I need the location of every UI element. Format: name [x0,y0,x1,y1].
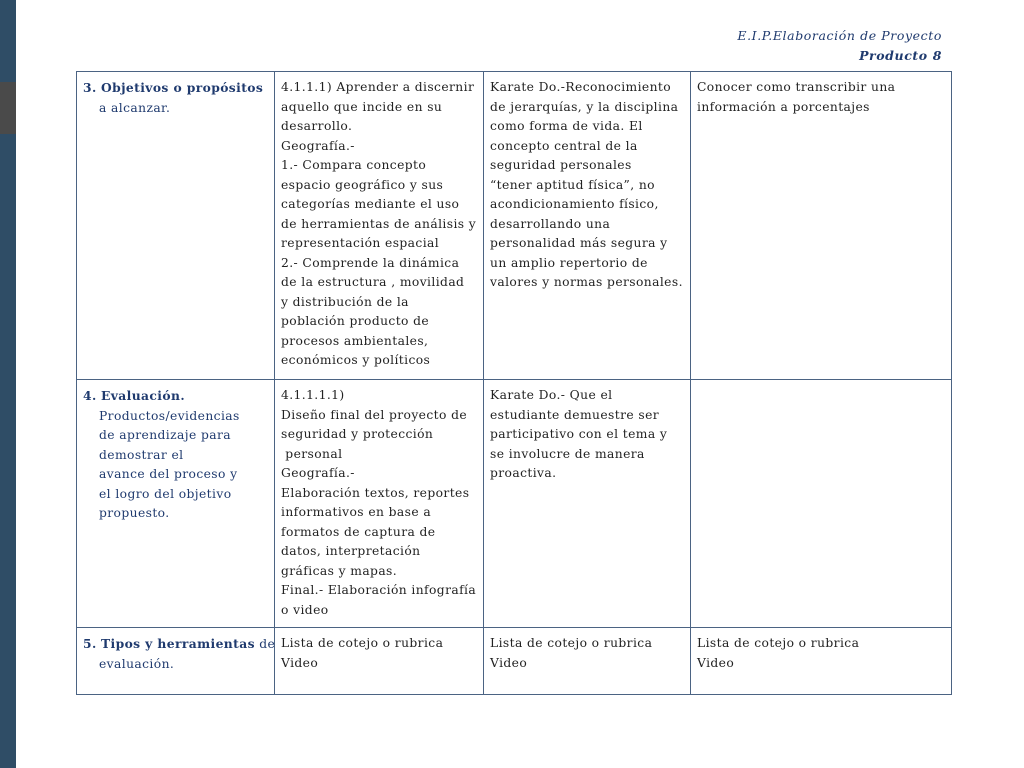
table-row [77,72,952,380]
cell-line: Final.- Elaboración infografía [281,583,477,597]
cell-line: valores y normas personales. [490,275,683,289]
label-number: 5. [83,636,97,651]
cell-line: proactiva. [490,466,557,480]
cell-line: Lista de cotejo o rubrica [490,636,653,650]
page-header [737,26,942,66]
cell-line: Elaboración textos, reportes [281,485,470,500]
cell-line: Video [490,655,528,670]
cell-line: económicos y políticos [281,353,431,367]
cell-line: formatos de captura de [281,524,436,539]
cell-line: 2.- Comprende la dinámica [281,255,460,270]
cell-line: Video [281,655,319,670]
cell-line: información a porcentajes [697,99,870,114]
cell-line: informativos en base a [281,505,432,519]
cell-line: como forma de vida. El [490,119,643,133]
label-text: el logro del objetivo [99,486,232,501]
cell-line: personalidad más segura y [490,236,668,250]
cell-line: Karate Do.-Reconocimiento [490,80,672,94]
cell-geografia-objetivos [275,72,484,380]
cell-line: desarrollando una [490,216,611,231]
label-text: de aprendizaje para [99,428,231,442]
cell-line: 4.1.1.1.1) [281,388,345,402]
cell-line: de la estructura , movilidad [281,275,465,289]
cell-line: personal [281,446,343,461]
cell-line: gráficas y mapas. [281,563,398,578]
cell-line: seguridad y protección [281,427,434,441]
cell-line: de jerarquías, y la disciplina [490,99,679,114]
label-text: demostrar el [99,447,184,462]
left-accent-block [0,82,16,134]
cell-line: seguridad personales [490,158,632,172]
cell-tools-2 [484,628,691,695]
cell-geografia-evaluacion [275,380,484,628]
header-title: E.I.P.Elaboración de Proyecto [737,28,942,43]
cell-line: Geografía.- [281,138,355,153]
cell-line: categorías mediante el uso [281,197,460,211]
cell-line: 4.1.1.1) Aprender a discernir [281,80,475,94]
row-label-evaluacion [77,380,275,628]
cell-line: Diseño final del proyecto de [281,407,468,422]
cell-line: representación espacial [281,236,440,250]
cell-line: “tener aptitud física”, no [490,177,655,192]
label-heading: Tipos y herramientas [100,636,255,651]
label-text: de [254,637,276,651]
label-text: avance del proceso y [99,467,238,481]
cell-line: acondicionamiento físico, [490,197,659,211]
label-number: 3. [83,80,97,95]
cell-line: Karate Do.- Que el [490,388,613,402]
cell-line: de herramientas de análisis y [281,216,477,231]
label-text: a alcanzar. [99,100,171,115]
cell-line: participativo con el tema y [490,427,668,441]
cell-line: aquello que incide en su [281,99,443,114]
cell-line: Conocer como transcribir una [697,80,896,94]
cell-line: concepto central de la [490,138,638,153]
cell-tools-1 [275,628,484,695]
project-table [76,71,952,695]
row-label-tipos [77,628,275,695]
label-heading: Evaluación. [100,388,186,403]
cell-karate-evaluacion [484,380,691,628]
table-row [77,380,952,628]
label-text: propuesto. [99,506,170,520]
cell-line: espacio geográfico y sus [281,177,444,192]
cell-empty-evaluacion [691,380,952,628]
cell-line: un amplio repertorio de [490,255,648,270]
row-label-objetivos [77,72,275,380]
cell-line: 1.- Compara concepto [281,158,427,172]
label-text: evaluación. [99,656,175,671]
header-subtitle: Producto 8 [859,48,942,63]
cell-line: datos, interpretación [281,544,421,558]
cell-line: población producto de [281,314,430,328]
cell-line: y distribución de la [281,294,409,309]
label-number: 4. [83,388,97,403]
cell-karate-objetivos [484,72,691,380]
cell-line: estudiante demuestre ser [490,407,660,422]
cell-line: Geografía.- [281,466,355,480]
cell-line: o video [281,602,329,617]
cell-line: Video [697,655,735,670]
cell-line: desarrollo. [281,119,353,133]
cell-line: Lista de cotejo o rubrica [697,636,860,650]
label-heading: Objetivos o propósitos [100,80,264,95]
cell-line: Lista de cotejo o rubrica [281,636,444,650]
cell-tools-3 [691,628,952,695]
label-text: Productos/evidencias [99,408,240,423]
table-row [77,628,952,695]
cell-porcentajes-objetivos [691,72,952,380]
cell-line: procesos ambientales, [281,333,429,348]
cell-line: se involucre de manera [490,446,645,461]
